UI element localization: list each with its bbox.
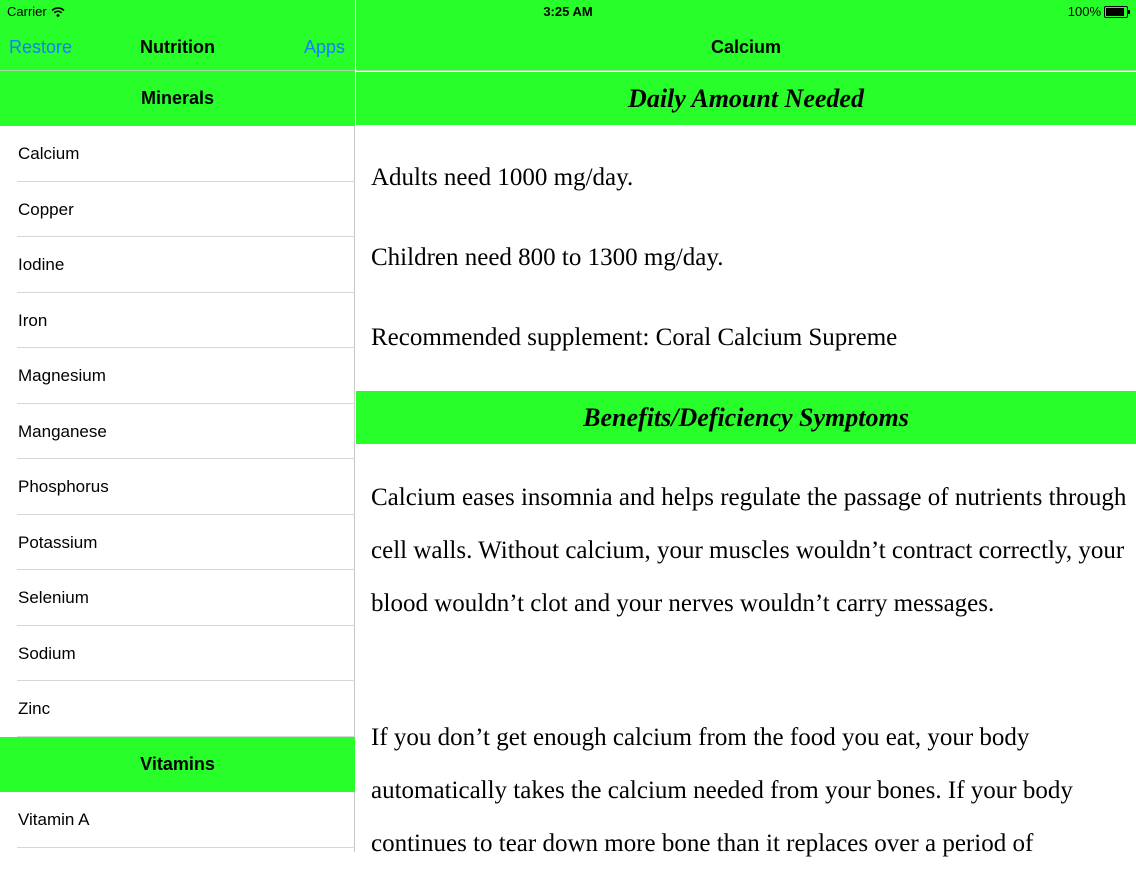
restore-button[interactable]: Restore	[9, 37, 73, 57]
list-item-magnesium[interactable]	[0, 348, 355, 404]
list-item-calcium[interactable]	[0, 126, 355, 182]
section-header-minerals: Minerals	[0, 71, 355, 126]
list-item-label: Calcium	[18, 144, 80, 163]
list-item-label: Phosphorus	[18, 477, 109, 496]
status-bar-content	[0, 0, 1136, 22]
apps-button[interactable]: Apps	[303, 37, 345, 57]
list-item-label: Manganese	[18, 421, 107, 441]
list-item-label: Sodium	[18, 643, 76, 663]
list-item-phosphorus[interactable]	[0, 459, 355, 515]
supplement-text: Recommended supplement: Coral Calcium Supreme	[371, 324, 898, 351]
list-item-manganese[interactable]	[0, 404, 355, 460]
section-header-vitamins: Vitamins	[0, 737, 355, 792]
list-item-sodium[interactable]	[0, 626, 355, 682]
battery-icon	[1104, 6, 1128, 18]
master-navbar	[0, 22, 355, 71]
list-item-potassium[interactable]	[0, 515, 355, 571]
list-item-label: Iron	[18, 310, 48, 330]
children-text: Children need 800 to 1300 mg/day.	[371, 244, 724, 271]
list-item-selenium[interactable]	[0, 570, 355, 626]
detail-title: Calcium	[710, 37, 782, 57]
adults-text: Adults need 1000 mg/day.	[371, 164, 634, 191]
master-pane	[0, 0, 355, 852]
detail-pane	[356, 0, 1136, 857]
battery-percent: 100%	[1067, 4, 1101, 19]
benefits-paragraph-1: Calcium eases insomnia and helps regulate the passage of nutrients through cell walls. Without calcium, your muscles wouldn’t contract correctly, your blood wouldn’t clot and your nerves wouldn’t carry messages.	[371, 484, 1127, 617]
heading-daily-amount: Daily Amount Needed	[356, 72, 1136, 125]
list-item-label: Vitamin A	[18, 810, 90, 829]
vitamins-list	[0, 792, 355, 848]
status-time: 3:25 AM	[543, 4, 593, 19]
list-item-label: Zinc	[18, 699, 51, 718]
list-item-label: Magnesium	[18, 366, 106, 385]
list-item-label: Copper	[18, 199, 74, 219]
heading-benefits: Benefits/Deficiency Symptoms	[356, 391, 1136, 444]
list-item-label: Potassium	[18, 532, 98, 552]
list-item-iron[interactable]	[0, 293, 355, 349]
list-item-vitamin-a[interactable]	[0, 792, 355, 848]
minerals-list	[0, 126, 355, 737]
list-item-copper[interactable]	[0, 182, 355, 238]
master-title: Nutrition	[140, 37, 215, 57]
list-item-label: Iodine	[18, 255, 65, 274]
list-item-iodine[interactable]	[0, 237, 355, 293]
benefits-paragraph-2: If you don’t get enough calcium from the food you eat, your body automatically takes the calcium needed from your bones. If your body continues to tear down more bone than it replaces over a period of	[371, 724, 1073, 857]
carrier-label: Carrier	[7, 4, 47, 19]
list-item-zinc[interactable]	[0, 681, 355, 737]
list-item-label: Selenium	[18, 588, 89, 607]
detail-navbar	[356, 22, 1136, 71]
